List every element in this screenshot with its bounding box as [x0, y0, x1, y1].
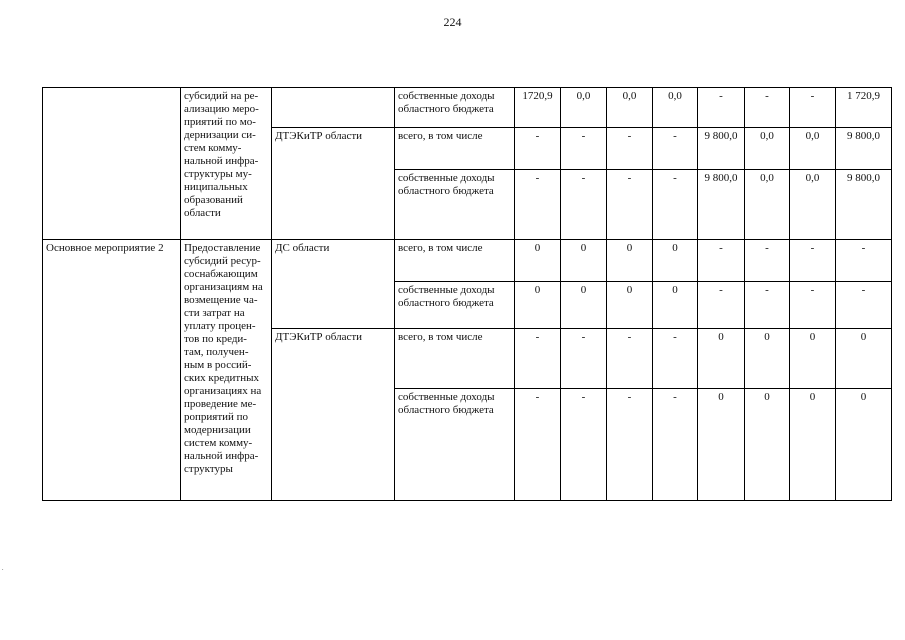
value-cell: - [607, 128, 653, 170]
value-cell: - [790, 88, 836, 128]
value-cell: 0 [836, 329, 892, 389]
funding-source-cell: всего, в том числе [395, 240, 515, 282]
table-row [43, 88, 892, 128]
value-cell: 0 [607, 282, 653, 329]
value-cell: - [607, 389, 653, 501]
executor-cell [272, 88, 395, 128]
executor-cell: ДТЭКиТР области [272, 329, 395, 501]
value-cell: 0 [790, 329, 836, 389]
activity-description-cell: субсидий на ре- ализацию меро- приятий по мо- дернизации си- стем комму- нальной инфра- структуры му- ниципальных образований области [181, 88, 272, 240]
funding-source-cell: собственные доходы областного бюджета [395, 170, 515, 240]
value-cell: 9 800,0 [698, 128, 745, 170]
value-cell: - [653, 128, 698, 170]
value-cell: 0 [836, 389, 892, 501]
value-cell: 0,0 [607, 88, 653, 128]
page-number: 224 [443, 15, 462, 29]
executor-cell: ДС области [272, 240, 395, 329]
value-cell: 0,0 [653, 88, 698, 128]
executor-cell: ДТЭКиТР области [272, 128, 395, 240]
value-cell: - [698, 240, 745, 282]
value-cell: 0 [698, 389, 745, 501]
funding-source-cell: всего, в том числе [395, 128, 515, 170]
value-cell: 0 [607, 240, 653, 282]
budget-table [42, 87, 892, 501]
scan-artifact: . [2, 566, 4, 572]
value-cell: 0 [515, 240, 561, 282]
value-cell: - [515, 389, 561, 501]
value-cell: - [515, 329, 561, 389]
value-cell: 9 800,0 [836, 128, 892, 170]
value-cell: 0,0 [745, 128, 790, 170]
value-cell: 9 800,0 [836, 170, 892, 240]
value-cell: - [745, 282, 790, 329]
value-cell: - [790, 282, 836, 329]
value-cell: - [698, 88, 745, 128]
value-cell: - [515, 170, 561, 240]
activity-name-cell [43, 88, 181, 240]
value-cell: - [790, 240, 836, 282]
table-row [43, 240, 892, 282]
funding-source-cell: всего, в том числе [395, 329, 515, 389]
activity-description-cell: Предоставление субсидий ресур- соснабжающим организациям на возмещение ча- сти затрат на уплату процен- тов по креди- там, получен- ным в россий- ских кредитных организациях на проведение ме- роприятий по модернизации систем комму- нальной инфра- структуры [181, 240, 272, 501]
value-cell: - [561, 128, 607, 170]
value-cell: 1 720,9 [836, 88, 892, 128]
funding-source-cell: собственные доходы областного бюджета [395, 389, 515, 501]
value-cell: - [607, 329, 653, 389]
value-cell: - [698, 282, 745, 329]
value-cell: - [561, 329, 607, 389]
value-cell: - [607, 170, 653, 240]
value-cell: - [836, 240, 892, 282]
value-cell: 0 [653, 282, 698, 329]
value-cell: 0 [790, 389, 836, 501]
funding-source-cell: собственные доходы областного бюджета [395, 282, 515, 329]
value-cell: 0 [745, 329, 790, 389]
value-cell: 0 [561, 240, 607, 282]
value-cell: - [515, 128, 561, 170]
value-cell: 0,0 [745, 170, 790, 240]
value-cell: 9 800,0 [698, 170, 745, 240]
value-cell: - [561, 389, 607, 501]
value-cell: 0 [515, 282, 561, 329]
value-cell: - [745, 88, 790, 128]
value-cell: - [745, 240, 790, 282]
value-cell: - [653, 329, 698, 389]
value-cell: 0,0 [790, 170, 836, 240]
value-cell: 0 [698, 329, 745, 389]
value-cell: - [653, 170, 698, 240]
value-cell: - [561, 170, 607, 240]
funding-source-cell: собственные доходы областного бюджета [395, 88, 515, 128]
value-cell: - [836, 282, 892, 329]
value-cell: 0 [745, 389, 790, 501]
value-cell: 1720,9 [515, 88, 561, 128]
value-cell: - [653, 389, 698, 501]
value-cell: 0,0 [561, 88, 607, 128]
activity-name-cell: Основное мероприятие 2 [43, 240, 181, 501]
value-cell: 0,0 [790, 128, 836, 170]
value-cell: 0 [653, 240, 698, 282]
value-cell: 0 [561, 282, 607, 329]
